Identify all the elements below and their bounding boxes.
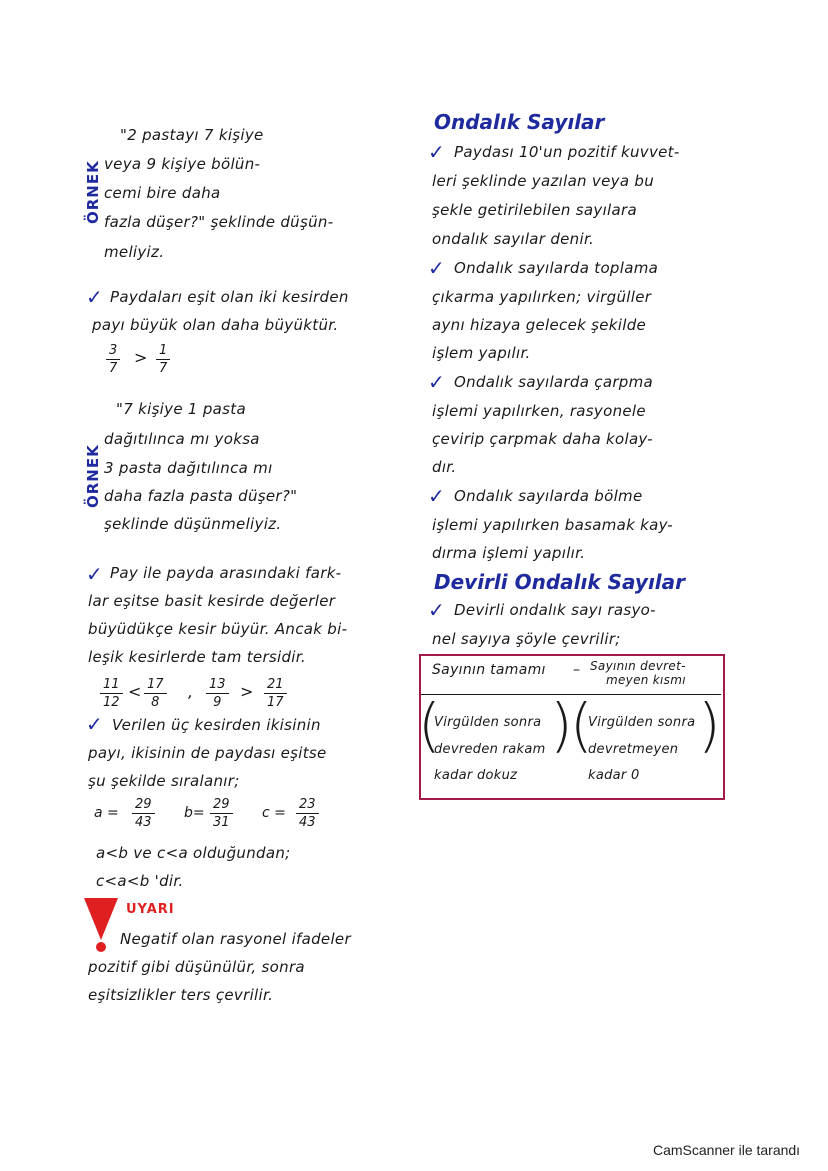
left-paren-icon: ( <box>570 691 593 759</box>
example-line: şeklinde düşünmeliyiz. <box>104 515 282 533</box>
box-right-line: Virgülden sonra <box>588 715 696 730</box>
denominator: 43 <box>299 815 316 830</box>
check-icon: ✓ <box>86 712 103 736</box>
box-left-line: kadar dokuz <box>434 768 518 783</box>
fraction <box>210 798 233 829</box>
rule-line: şu şekilde sıralanır; <box>88 772 240 790</box>
rule-line: Ondalık sayılarda çarpma <box>454 373 654 391</box>
box-right-line: kadar 0 <box>588 768 640 783</box>
check-icon: ✓ <box>428 370 445 394</box>
denominator: 31 <box>213 815 230 830</box>
numerator: 17 <box>144 678 167 694</box>
box-head-right: Sayının devret- <box>590 659 686 673</box>
rule-line: leri şeklinde yazılan veya bu <box>432 172 655 190</box>
denominator: 7 <box>109 361 118 376</box>
rule-line: nel sayıya şöyle çevrilir; <box>432 630 621 648</box>
box-head-right: meyen kısmı <box>606 673 686 687</box>
fraction <box>156 344 170 375</box>
fraction <box>296 798 319 829</box>
denominator: 8 <box>151 695 160 710</box>
rule-line: payı büyük olan daha büyüktür. <box>92 316 339 334</box>
example-line: "7 kişiye 1 pasta <box>116 400 246 418</box>
example-line: veya 9 kişiye bölün- <box>104 155 261 173</box>
left-paren-icon: ( <box>418 691 441 759</box>
denominator: 17 <box>267 695 284 710</box>
rule-line: dır. <box>432 458 457 476</box>
example-line: 3 pasta dağıtılınca mı <box>104 459 273 477</box>
numerator: 29 <box>210 798 233 814</box>
check-icon: ✓ <box>428 140 445 164</box>
example-line: daha fazla pasta düşer?" <box>104 487 298 505</box>
section-title: Ondalık Sayılar <box>434 110 605 134</box>
scanner-footer: CamScanner ile tarandı <box>653 1142 801 1158</box>
variable-name: c = <box>262 805 286 821</box>
rule-line: çevirip çarpmak daha kolay- <box>432 430 653 448</box>
numerator: 21 <box>264 678 287 694</box>
example-line: fazla düşer?" şeklinde düşün- <box>104 213 334 231</box>
denominator: 43 <box>135 815 152 830</box>
rule-line: payı, ikisinin de paydası eşitse <box>88 744 327 762</box>
conclusion-line: c<a<b 'dir. <box>96 872 184 890</box>
rule-line: Devirli ondalık sayı rasyo- <box>454 601 656 619</box>
check-icon: ✓ <box>86 562 103 586</box>
relation-symbol: > <box>240 682 254 701</box>
check-icon: ✓ <box>428 256 445 280</box>
rule-line: çıkarma yapılırken; virgüller <box>432 288 652 306</box>
fraction <box>106 344 120 375</box>
box-head-left: Sayının tamamı <box>432 662 546 678</box>
denominator: 9 <box>213 695 222 710</box>
rule-line: aynı hizaya gelecek şekilde <box>432 316 647 334</box>
box-left-line: Virgülden sonra <box>434 715 542 730</box>
check-icon: ✓ <box>86 285 103 309</box>
warning-line: Negatif olan rasyonel ifadeler <box>120 930 351 948</box>
numerator: 29 <box>132 798 155 814</box>
box-right-line: devretmeyen <box>588 742 679 757</box>
fraction <box>144 678 167 709</box>
fraction <box>100 678 123 709</box>
warning-label: UYARI <box>126 902 175 917</box>
box-left-line: devreden rakam <box>434 742 546 757</box>
variable-name: a = <box>94 805 119 821</box>
warning-line: pozitif gibi düşünülür, sonra <box>88 958 305 976</box>
right-paren-icon: ) <box>550 691 573 759</box>
rule-line: Verilen üç kesirden ikisinin <box>112 716 321 734</box>
relation-symbol: < <box>128 682 142 701</box>
example-line: meliyiz. <box>104 243 165 261</box>
fraction <box>132 798 155 829</box>
right-paren-icon: ) <box>698 691 721 759</box>
relation-symbol: > <box>134 348 148 367</box>
section-title: Devirli Ondalık Sayılar <box>434 570 686 594</box>
rule-line: büyüdükçe kesir büyür. Ancak bi- <box>88 620 348 638</box>
rule-line: Paydası 10'un pozitif kuvvet- <box>454 143 680 161</box>
warning-line: eşitsizlikler ters çevrilir. <box>88 986 274 1004</box>
rule-line: şekle getirilebilen sayılara <box>432 201 637 219</box>
fraction <box>206 678 229 709</box>
numerator: 13 <box>206 678 229 694</box>
denominator: 12 <box>103 695 120 710</box>
fraction <box>264 678 287 709</box>
example-label: ÖRNEK <box>84 444 102 508</box>
check-icon: ✓ <box>428 484 445 508</box>
example-label: ÖRNEK <box>84 160 102 224</box>
rule-line: Pay ile payda arasındaki fark- <box>110 564 342 582</box>
rule-line: ondalık sayılar denir. <box>432 230 595 248</box>
warning-dot-icon <box>96 942 106 952</box>
rule-line: Ondalık sayılarda toplama <box>454 259 659 277</box>
separator: , <box>188 682 194 701</box>
numerator: 3 <box>106 344 120 360</box>
numerator: 1 <box>156 344 170 360</box>
rule-line: lar eşitse basit kesirde değerler <box>88 592 336 610</box>
variable-name: b= <box>184 805 205 821</box>
rule-line: işlem yapılır. <box>432 344 531 362</box>
rule-line: Ondalık sayılarda bölme <box>454 487 643 505</box>
numerator: 23 <box>296 798 319 814</box>
warning-icon <box>84 898 118 940</box>
conclusion-line: a<b ve c<a olduğundan; <box>96 844 291 862</box>
example-line: dağıtılınca mı yoksa <box>104 430 260 448</box>
box-head-dash: – <box>573 662 581 678</box>
rule-line: işlemi yapılırken basamak kay- <box>432 516 673 534</box>
rule-line: leşik kesirlerde tam tersidir. <box>88 648 306 666</box>
rule-line: işlemi yapılırken, rasyonele <box>432 402 646 420</box>
numerator: 11 <box>100 678 123 694</box>
example-line: "2 pastayı 7 kişiye <box>120 126 264 144</box>
rule-line: dırma işlemi yapılır. <box>432 544 586 562</box>
rule-line: Paydaları eşit olan iki kesirden <box>110 288 349 306</box>
check-icon: ✓ <box>428 598 445 622</box>
example-line: cemi bire daha <box>104 184 221 202</box>
denominator: 7 <box>159 361 168 376</box>
